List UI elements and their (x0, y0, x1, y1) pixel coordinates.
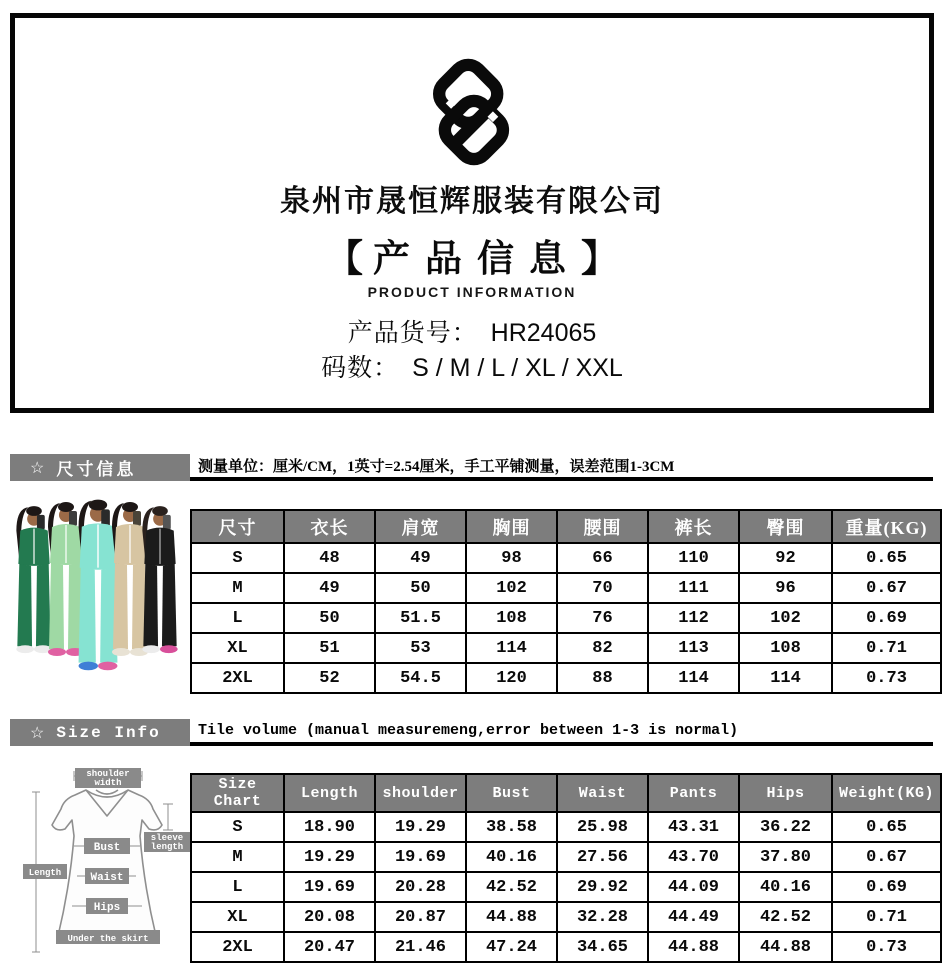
value-cell: 19.29 (284, 842, 375, 872)
value-cell: 49 (284, 573, 375, 603)
product-photo (6, 497, 186, 705)
size-cell: L (191, 872, 284, 902)
size-table-inch (190, 773, 942, 963)
table-row (191, 842, 941, 872)
value-cell: 88 (557, 663, 648, 693)
waist-label: Waist (90, 872, 124, 884)
value-cell: 0.69 (832, 603, 941, 633)
right-bracket: 】 (581, 239, 618, 280)
size-cell: S (191, 543, 284, 573)
table-row (191, 573, 941, 603)
value-cell: 110 (648, 543, 739, 573)
model-figure (16, 506, 51, 653)
model-figure (79, 500, 118, 671)
value-cell: 0.71 (832, 633, 941, 663)
size-cell: M (191, 842, 284, 872)
product-info-title-cn (326, 228, 618, 282)
value-cell: 43.31 (648, 812, 739, 842)
table-row (191, 633, 941, 663)
size-cell: XL (191, 902, 284, 932)
value-cell: 19.69 (284, 872, 375, 902)
value-cell: 38.58 (466, 812, 557, 842)
company-name: 泉州市晟恒辉服装有限公司 (280, 185, 664, 218)
measurement-note-en: Tile volume (manual measuremeng,error between 1-3 is normal) (198, 722, 739, 739)
value-cell: 20.08 (284, 902, 375, 932)
measurement-note-cn: 测量单位：厘米/CM，1英寸=2.54厘米，手工平铺测量，误差范围1-3CM (198, 459, 675, 475)
value-cell: 34.65 (557, 932, 648, 962)
value-cell: 37.80 (739, 842, 832, 872)
section-inch-title: Size Info (56, 723, 161, 742)
size-cell: XL (191, 633, 284, 663)
value-cell: 98 (466, 543, 557, 573)
value-cell: 25.98 (557, 812, 648, 842)
company-logo-icon (408, 54, 536, 168)
column-header: shoulder (375, 774, 466, 812)
table-row (191, 543, 941, 573)
value-cell: 50 (375, 573, 466, 603)
column-header: 尺寸 (191, 510, 284, 543)
length-label: Length (28, 868, 62, 878)
value-cell: 32.28 (557, 902, 648, 932)
value-cell: 29.92 (557, 872, 648, 902)
value-cell: 0.65 (832, 543, 941, 573)
value-cell: 0.69 (832, 872, 941, 902)
value-cell: 36.22 (739, 812, 832, 842)
value-cell: 102 (739, 603, 832, 633)
value-cell: 40.16 (466, 842, 557, 872)
size-cell: 2XL (191, 932, 284, 962)
sleeve-length-label2: length (150, 842, 184, 852)
column-header: Pants (648, 774, 739, 812)
value-cell: 44.49 (648, 902, 739, 932)
table-row (191, 932, 941, 962)
value-cell: 114 (739, 663, 832, 693)
value-cell: 96 (739, 573, 832, 603)
value-cell: 113 (648, 633, 739, 663)
sizes-line (321, 351, 623, 386)
shoulder-width-label2: width (94, 778, 122, 788)
value-cell: 44.09 (648, 872, 739, 902)
value-cell: 20.87 (375, 902, 466, 932)
value-cell: 51 (284, 633, 375, 663)
section-cm-note-area (190, 454, 933, 481)
table-header-row (191, 510, 941, 543)
value-cell: 54.5 (375, 663, 466, 693)
value-cell: 42.52 (739, 902, 832, 932)
value-cell: 0.73 (832, 932, 941, 962)
value-cell: 114 (466, 633, 557, 663)
value-cell: 19.69 (375, 842, 466, 872)
section-inch-note-area (190, 719, 933, 746)
size-cell: M (191, 573, 284, 603)
value-cell: 114 (648, 663, 739, 693)
column-header: Hips (739, 774, 832, 812)
value-cell: 19.29 (375, 812, 466, 842)
size-cell: L (191, 603, 284, 633)
column-header: 胸围 (466, 510, 557, 543)
value-cell: 108 (466, 603, 557, 633)
value-cell: 111 (648, 573, 739, 603)
column-header: Size Chart (191, 774, 284, 812)
value-cell: 21.46 (375, 932, 466, 962)
table-row (191, 872, 941, 902)
value-cell: 40.16 (739, 872, 832, 902)
value-cell: 27.56 (557, 842, 648, 872)
table-row (191, 902, 941, 932)
measurement-diagram (22, 764, 192, 966)
section-cm-title-bar (10, 454, 190, 481)
section-inch-header (10, 719, 933, 746)
sizes-value: S / M / L / XL / XXL (412, 354, 623, 382)
column-header: Bust (466, 774, 557, 812)
table-header-row (191, 774, 941, 812)
column-header: 衣长 (284, 510, 375, 543)
product-info-title-text: 产品信息 (373, 239, 581, 280)
value-cell: 70 (557, 573, 648, 603)
table-row (191, 812, 941, 842)
value-cell: 0.67 (832, 573, 941, 603)
value-cell: 66 (557, 543, 648, 573)
value-cell: 47.24 (466, 932, 557, 962)
value-cell: 102 (466, 573, 557, 603)
value-cell: 49 (375, 543, 466, 573)
left-bracket: 【 (326, 239, 363, 280)
column-header: 腰围 (557, 510, 648, 543)
value-cell: 44.88 (466, 902, 557, 932)
size-cell: 2XL (191, 663, 284, 693)
value-cell: 43.70 (648, 842, 739, 872)
value-cell: 48 (284, 543, 375, 573)
sizes-label: 码数： (321, 354, 400, 382)
sku-value: HR24065 (490, 319, 597, 347)
section-inch-title-bar (10, 719, 190, 746)
size-table-cm (190, 509, 942, 694)
under-skirt-label: Under the skirt (67, 934, 149, 944)
table-row (191, 603, 941, 633)
model-figure (142, 506, 177, 653)
value-cell: 0.73 (832, 663, 941, 693)
table-row (191, 663, 941, 693)
bust-label: Bust (93, 842, 121, 854)
star-icon: ☆ (30, 459, 45, 477)
value-cell: 76 (557, 603, 648, 633)
size-cell: S (191, 812, 284, 842)
value-cell: 20.47 (284, 932, 375, 962)
star-icon: ☆ (30, 724, 45, 742)
sku-block (321, 316, 623, 386)
value-cell: 108 (739, 633, 832, 663)
value-cell: 18.90 (284, 812, 375, 842)
hips-label: Hips (93, 902, 121, 914)
value-cell: 0.67 (832, 842, 941, 872)
sku-label: 产品货号： (347, 319, 478, 347)
value-cell: 52 (284, 663, 375, 693)
value-cell: 20.28 (375, 872, 466, 902)
product-info-title-en: PRODUCT INFORMATION (367, 284, 577, 300)
value-cell: 82 (557, 633, 648, 663)
value-cell: 53 (375, 633, 466, 663)
product-info-panel (10, 13, 934, 413)
value-cell: 51.5 (375, 603, 466, 633)
value-cell: 112 (648, 603, 739, 633)
value-cell: 44.88 (739, 932, 832, 962)
column-header: 臀围 (739, 510, 832, 543)
column-header: 重量(KG) (832, 510, 941, 543)
section-cm-header (10, 454, 933, 481)
sku-line (321, 316, 623, 351)
value-cell: 44.88 (648, 932, 739, 962)
column-header: 裤长 (648, 510, 739, 543)
column-header: Waist (557, 774, 648, 812)
shoulder-width-label: shoulder (86, 769, 130, 779)
value-cell: 120 (466, 663, 557, 693)
column-header: Length (284, 774, 375, 812)
value-cell: 50 (284, 603, 375, 633)
sleeve-length-label: sleeve (150, 833, 184, 843)
value-cell: 92 (739, 543, 832, 573)
section-cm-title: 尺寸信息 (56, 460, 137, 479)
column-header: 肩宽 (375, 510, 466, 543)
value-cell: 0.71 (832, 902, 941, 932)
column-header: Weight(KG) (832, 774, 941, 812)
value-cell: 42.52 (466, 872, 557, 902)
value-cell: 0.65 (832, 812, 941, 842)
